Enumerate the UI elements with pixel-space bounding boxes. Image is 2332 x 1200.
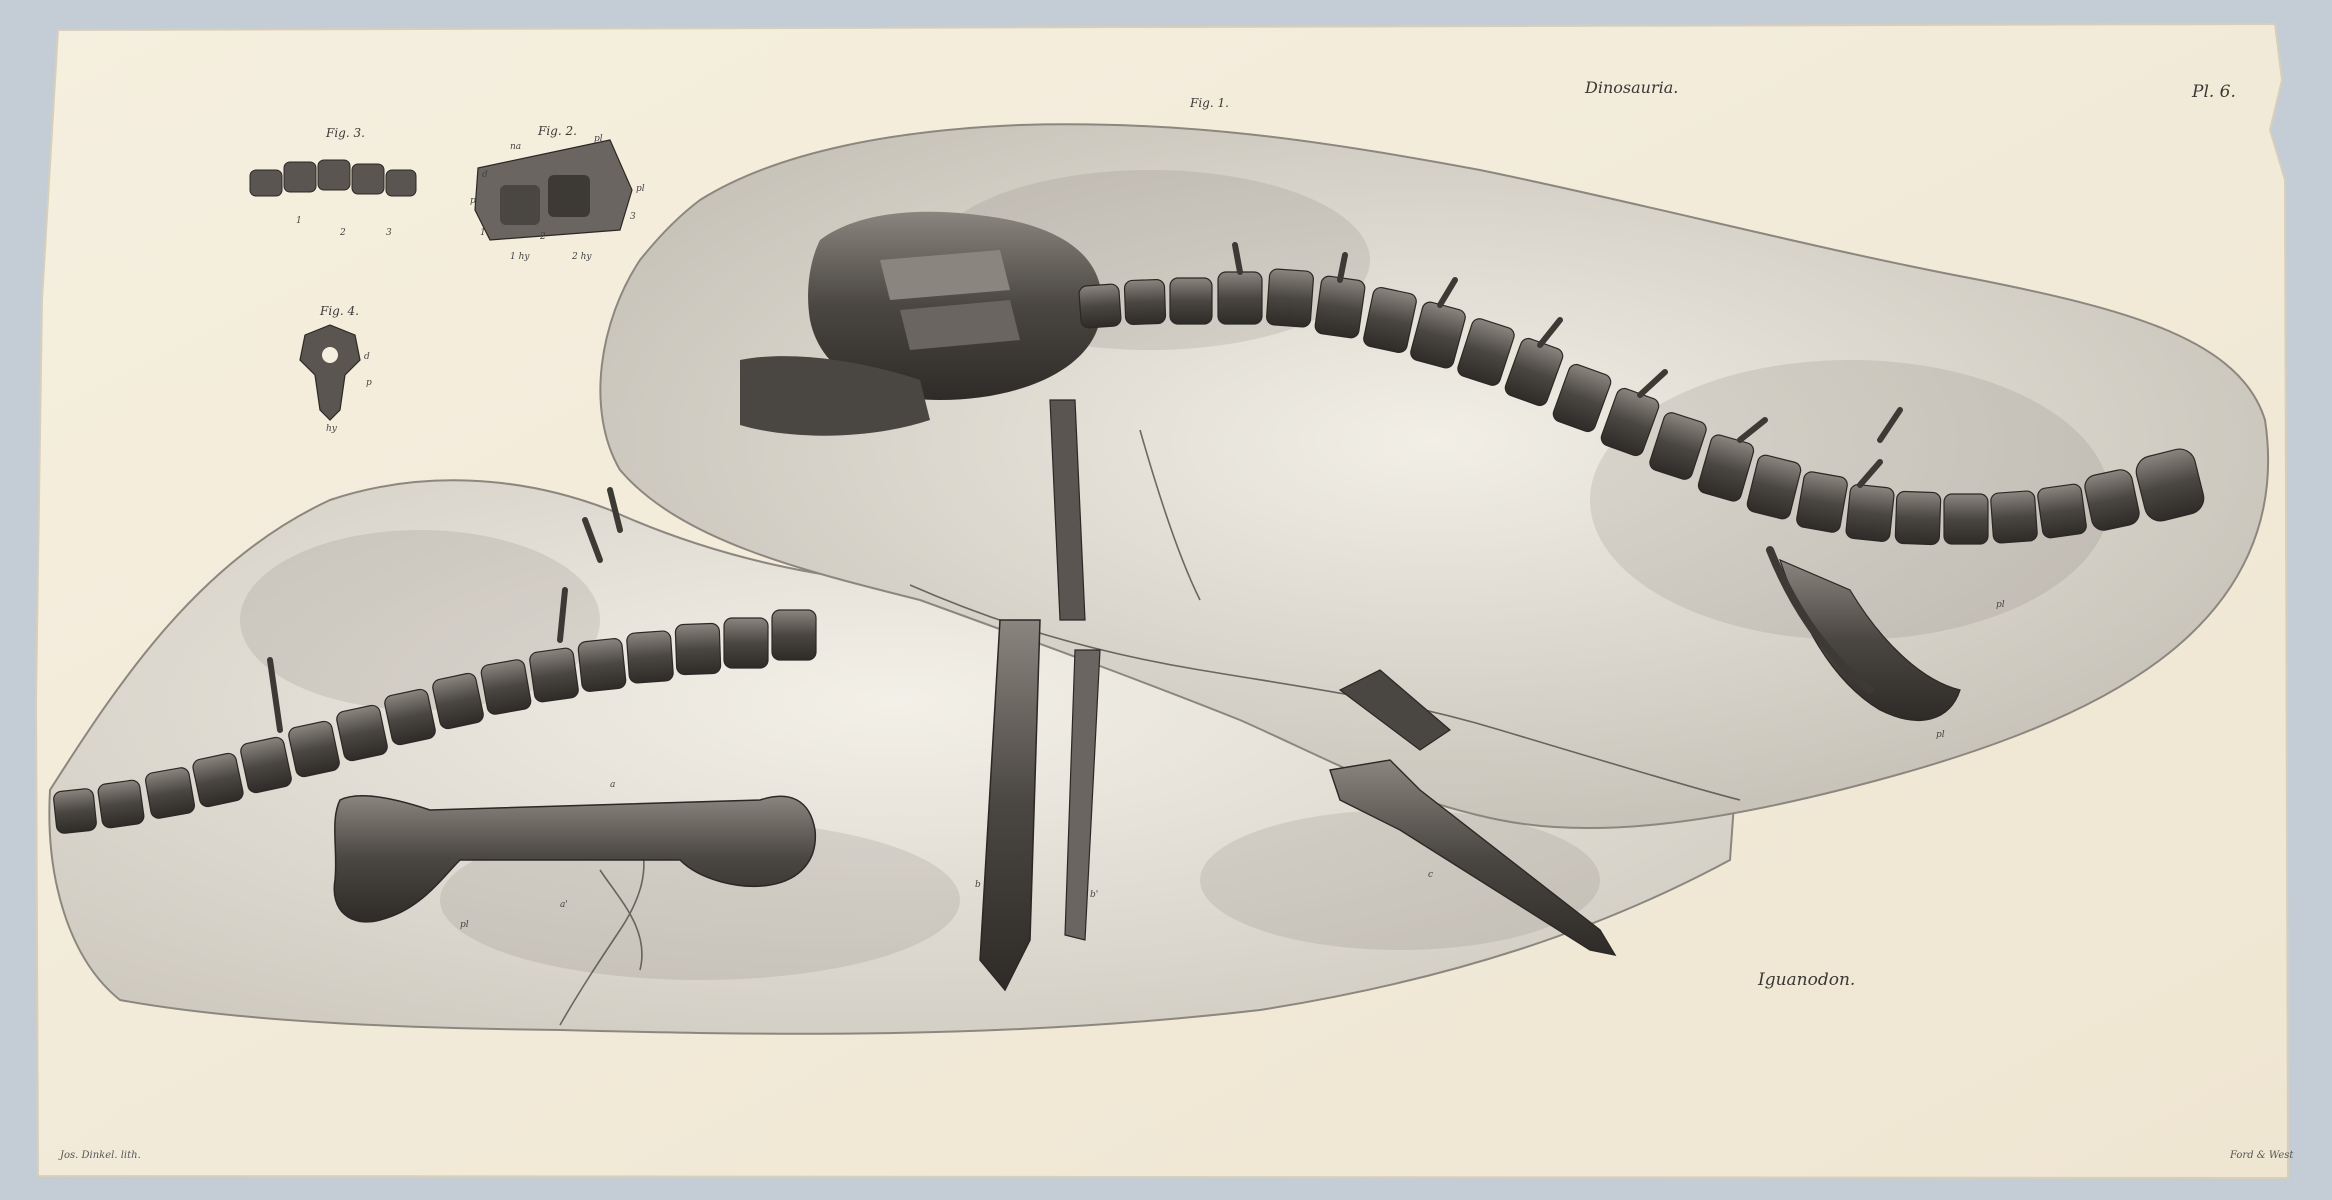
fig2-label: 1 hy — [510, 252, 530, 262]
figure-3-caption: Fig. 3. — [326, 126, 365, 140]
figure-2-caption: Fig. 2. — [538, 124, 577, 138]
fig1-label: b' — [1090, 890, 1099, 900]
fig3-label: 2 — [340, 228, 346, 238]
fig4-label: d — [364, 352, 370, 362]
artist-credit: Jos. Dinkel. lith. — [60, 1150, 141, 1161]
fig4-label: hy — [326, 424, 337, 434]
fig2-label: pl — [636, 184, 645, 194]
fig1-label: c — [1428, 870, 1434, 880]
fig2-label: 3 — [630, 212, 636, 222]
fig2-label: 2 — [540, 232, 546, 242]
plate-heading: Dinosauria. — [1585, 78, 1679, 97]
fig2-label: 1 — [480, 228, 486, 238]
fig2-label: 2 hy — [572, 252, 592, 262]
figure-4-caption: Fig. 4. — [320, 304, 359, 318]
figure-1-caption: Fig. 1. — [1190, 96, 1229, 110]
fig1-label: pl — [460, 920, 469, 930]
printer-credit: Ford & West — [2230, 1150, 2294, 1161]
fig1-label: a — [610, 780, 616, 790]
fig2-label: pl — [594, 134, 603, 144]
fig4-label: p — [366, 378, 372, 388]
fig1-label: pl — [1936, 730, 1945, 740]
fig1-label: pl — [1996, 600, 2005, 610]
fig3-label: 3 — [386, 228, 392, 238]
plate-number: Pl. 6. — [2192, 82, 2236, 102]
fig1-label: b — [975, 880, 981, 890]
genus-caption: Iguanodon. — [1758, 970, 1856, 990]
fig3-label: 1 — [296, 216, 302, 226]
fig1-label: a' — [560, 900, 568, 910]
fig2-label: na — [510, 142, 522, 152]
fig2-label: d — [482, 170, 488, 180]
fig2-label: p — [470, 196, 476, 206]
